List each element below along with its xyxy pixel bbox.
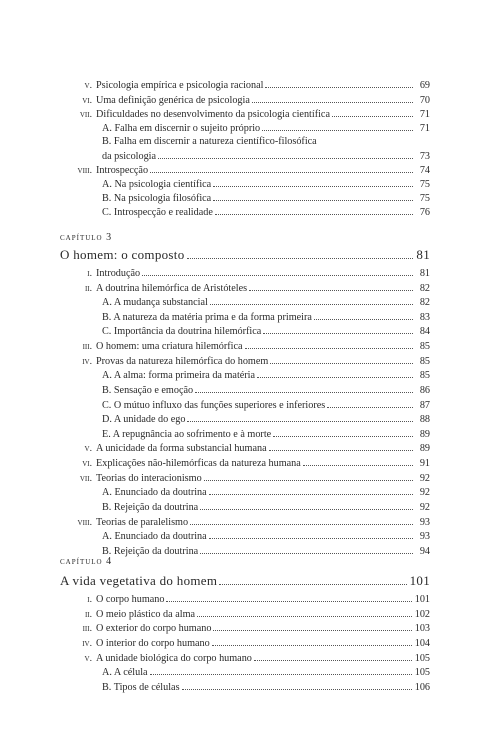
toc-entry-label: O meio plástico da alma [96, 609, 196, 620]
leader-dots [210, 303, 413, 305]
leader-dots [158, 157, 413, 159]
leader-dots [245, 347, 413, 349]
toc-entry-label: D. A unidade do ego [102, 414, 186, 425]
toc-entry[interactable] [60, 94, 430, 107]
leader-dots [265, 86, 413, 88]
toc-entry-label: A. Na psicologia científica [102, 179, 212, 190]
toc-entry[interactable] [60, 369, 430, 382]
toc-entry-page-number: 92 [419, 473, 430, 484]
toc-entry-label: da psicologia [102, 151, 157, 162]
toc-entry[interactable] [60, 666, 430, 679]
toc-entry-page-number: 85 [419, 370, 430, 381]
toc-entry[interactable] [60, 622, 430, 635]
toc-entry-label: A. Enunciado da doutrina [102, 531, 207, 542]
toc-entry-page-number: 93 [419, 531, 430, 542]
leader-dots [314, 318, 413, 320]
toc-entry[interactable] [60, 79, 430, 92]
leader-dots [270, 362, 413, 364]
toc-entry[interactable] [60, 282, 430, 295]
toc-entry-page-number: 70 [419, 95, 430, 106]
toc-entry-page-number: 82 [419, 283, 430, 294]
leader-dots [332, 115, 413, 117]
toc-entry-label-line: B. Falha em discernir a natureza científico-filosófica [102, 136, 317, 147]
leader-dots [252, 101, 413, 103]
toc-entry-page-number: 92 [419, 502, 430, 513]
leader-dots [142, 274, 413, 276]
toc-entry[interactable] [60, 652, 430, 665]
toc-entry-label: A. Falha em discernir o sujeito próprio [102, 123, 261, 134]
toc-entry-label: O homem: uma criatura hilemórfica [96, 341, 243, 352]
leader-dots [212, 644, 412, 646]
leader-dots [200, 552, 413, 554]
toc-entry-page-number: 101 [414, 594, 430, 605]
leader-dots [213, 199, 413, 201]
toc-entry-label: A. A alma: forma primeira da matéria [102, 370, 256, 381]
leader-dots [209, 537, 413, 539]
toc-entry[interactable] [60, 472, 430, 485]
toc-entry-numeral: viii. [77, 165, 92, 176]
toc-entry[interactable] [60, 340, 430, 353]
toc-entry[interactable] [60, 486, 430, 499]
leader-dots [197, 615, 412, 617]
toc-entry-page-number: 74 [419, 165, 430, 176]
toc-entry-page-number: 85 [419, 341, 430, 352]
toc-entry-page-number: 106 [414, 682, 430, 693]
toc-entry-numeral: i. [87, 268, 92, 279]
toc-entry[interactable] [60, 150, 430, 163]
toc-entry-page-number: 69 [419, 80, 430, 91]
toc-entry[interactable] [60, 593, 430, 606]
leader-dots [187, 420, 413, 422]
toc-entry-page-number: 89 [419, 429, 430, 440]
leader-dots [262, 129, 413, 131]
toc-entry-page-number: 75 [419, 179, 430, 190]
toc-entry-numeral: v. [84, 443, 92, 454]
toc-entry-label: C. Importância da doutrina hilemórfica [102, 326, 262, 337]
chapter-title[interactable] [60, 573, 430, 589]
leader-dots [204, 479, 413, 481]
toc-entry-label: Introdução [96, 268, 141, 279]
toc-entry-page-number: 91 [419, 458, 430, 469]
toc-entry-page-number: 71 [419, 123, 430, 134]
toc-entry-label: B. Rejeição da doutrina [102, 502, 199, 513]
toc-entry-label: A. A célula [102, 667, 148, 678]
toc-entry[interactable] [60, 164, 430, 177]
toc-entry-page-number: 81 [419, 268, 430, 279]
toc-entry-page-number: 105 [414, 667, 430, 678]
chapter-label: capítulo 3 [60, 232, 113, 243]
toc-entry[interactable] [60, 325, 430, 338]
toc-entry-page-number: 93 [419, 517, 430, 528]
toc-entry-page-number: 89 [419, 443, 430, 454]
toc-entry-numeral: vii. [79, 473, 92, 484]
chapter-title-text: O homem: o composto [60, 247, 185, 262]
toc-entry-label: Introspecção [96, 165, 149, 176]
toc-entry-numeral: vi. [82, 458, 92, 469]
toc-entry-label: A unidade biológica do corpo humano [96, 653, 252, 664]
leader-dots [195, 391, 413, 393]
leader-dots [219, 583, 406, 585]
leader-dots [303, 464, 413, 466]
toc-entry-page-number: 83 [419, 312, 430, 323]
toc-entry-page-number: 75 [419, 193, 430, 204]
toc-entry-label: A. A mudança substancial [102, 297, 208, 308]
toc-entry-page-number: 87 [419, 400, 430, 411]
toc-entry[interactable] [60, 296, 430, 309]
toc-entry-label: Teorias do interacionismo [96, 473, 202, 484]
toc-entry-page-number: 104 [414, 638, 430, 649]
toc-entry[interactable] [60, 681, 430, 694]
toc-entry-page-number: 85 [419, 356, 430, 367]
toc-entry-numeral: viii. [77, 517, 92, 528]
chapter-title[interactable] [60, 247, 430, 263]
toc-entry-label: Uma definição genérica de psicologia [96, 95, 250, 106]
toc-entry-label: O corpo humano [96, 594, 165, 605]
leader-dots [166, 600, 411, 602]
leader-dots [249, 289, 413, 291]
toc-entry-label: A doutrina hilemórfica de Aristóteles [96, 283, 248, 294]
leader-dots [257, 376, 413, 378]
toc-entry-label: B. Sensação e emoção [102, 385, 194, 396]
toc-entry-numeral: v. [84, 80, 92, 91]
toc-entry-page-number: 71 [419, 109, 430, 120]
leader-dots [254, 659, 412, 661]
toc-entry-numeral: vii. [79, 109, 92, 120]
leader-dots [200, 508, 413, 510]
toc-entry[interactable] [60, 355, 430, 368]
toc-entry-page-number: 94 [419, 546, 430, 557]
toc-entry-label: B. A natureza da matéria prima e da forma primeira [102, 312, 312, 323]
toc-entry-label: Teorias de paralelismo [96, 517, 189, 528]
toc-entry-page-number: 102 [414, 609, 430, 620]
leader-dots [187, 257, 414, 259]
toc-entry[interactable] [60, 457, 430, 470]
toc-entry-label: B. Na psicologia filosófica [102, 193, 212, 204]
toc-entry-page-number: 82 [419, 297, 430, 308]
toc-entry-numeral: iii. [82, 623, 92, 634]
toc-entry-label: O interior do corpo humano [96, 638, 210, 649]
chapter-page-number: 81 [416, 247, 430, 262]
toc-entry[interactable] [60, 206, 430, 219]
toc-entry[interactable] [60, 399, 430, 412]
toc-entry-label: B. Rejeição da doutrina [102, 546, 199, 557]
toc-entry-label: Psicologia empírica e psicologia racional [96, 80, 264, 91]
toc-entry-label: O exterior do corpo humano [96, 623, 212, 634]
toc-entry-page-number: 76 [419, 207, 430, 218]
toc-entry-numeral: ii. [84, 283, 92, 294]
toc-entry-label: Provas da natureza hilemórfica do homem [96, 356, 269, 367]
toc-entry[interactable] [60, 501, 430, 514]
toc-entry[interactable] [60, 530, 430, 543]
toc-entry[interactable] [60, 608, 430, 621]
leader-dots [327, 406, 413, 408]
leader-dots [269, 449, 413, 451]
toc-entry[interactable] [60, 108, 430, 121]
toc-entry[interactable] [60, 311, 430, 324]
toc-entry[interactable] [60, 192, 430, 205]
toc-entry-label: Explicações não-hilemórficas da natureza humana [96, 458, 301, 469]
toc-entry-page-number: 84 [419, 326, 430, 337]
leader-dots [263, 332, 413, 334]
toc-entry-numeral: vi. [82, 95, 92, 106]
toc-entry-label: E. A repugnância ao sofrimento e à morte [102, 429, 272, 440]
toc-entry-page-number: 88 [419, 414, 430, 425]
toc-entry-label: Dificuldades no desenvolvimento da psicologia científica [96, 109, 330, 120]
toc-entry[interactable] [60, 384, 430, 397]
toc-entry-label: C. Introspecção e realidade [102, 207, 213, 218]
toc-entry-page-number: 92 [419, 487, 430, 498]
toc-entry-page-number: 73 [419, 151, 430, 162]
toc-entry[interactable] [60, 122, 430, 135]
toc-entry-page-number: 103 [414, 623, 430, 634]
toc-entry-label: A unicidade da forma substancial humana [96, 443, 267, 454]
toc-entry-label: C. O mútuo influxo das funções superiores e inferiores [102, 400, 326, 411]
leader-dots [209, 493, 413, 495]
toc-entry[interactable] [60, 267, 430, 280]
leader-dots [213, 629, 411, 631]
chapter-page-number: 101 [409, 573, 430, 588]
chapter-title-text: A vida vegetativa do homem [60, 573, 218, 588]
toc-entry-numeral: ii. [84, 609, 92, 620]
toc-entry[interactable] [60, 178, 430, 191]
toc-entry[interactable] [60, 516, 430, 529]
toc-entry-numeral: iii. [82, 341, 92, 352]
leader-dots [215, 213, 413, 215]
toc-entry[interactable] [60, 413, 430, 426]
toc-entry-numeral: i. [87, 594, 92, 605]
toc-entry-page-number: 105 [414, 653, 430, 664]
toc-entry-numeral: v. [84, 653, 92, 664]
leader-dots [150, 171, 413, 173]
leader-dots [273, 435, 413, 437]
chapter-label: capítulo 4 [60, 556, 113, 567]
toc-entry-label: B. Tipos de células [102, 682, 180, 693]
toc-entry-page-number: 86 [419, 385, 430, 396]
leader-dots [182, 688, 412, 690]
toc-entry-numeral: iv. [82, 638, 92, 649]
toc-entry-numeral: iv. [82, 356, 92, 367]
toc-entry[interactable] [60, 428, 430, 441]
toc-entry[interactable] [60, 442, 430, 455]
toc-entry-label: A. Enunciado da doutrina [102, 487, 207, 498]
leader-dots [213, 185, 413, 187]
toc-entry[interactable] [60, 637, 430, 650]
leader-dots [150, 673, 412, 675]
leader-dots [190, 523, 413, 525]
toc-entry[interactable] [60, 545, 430, 558]
